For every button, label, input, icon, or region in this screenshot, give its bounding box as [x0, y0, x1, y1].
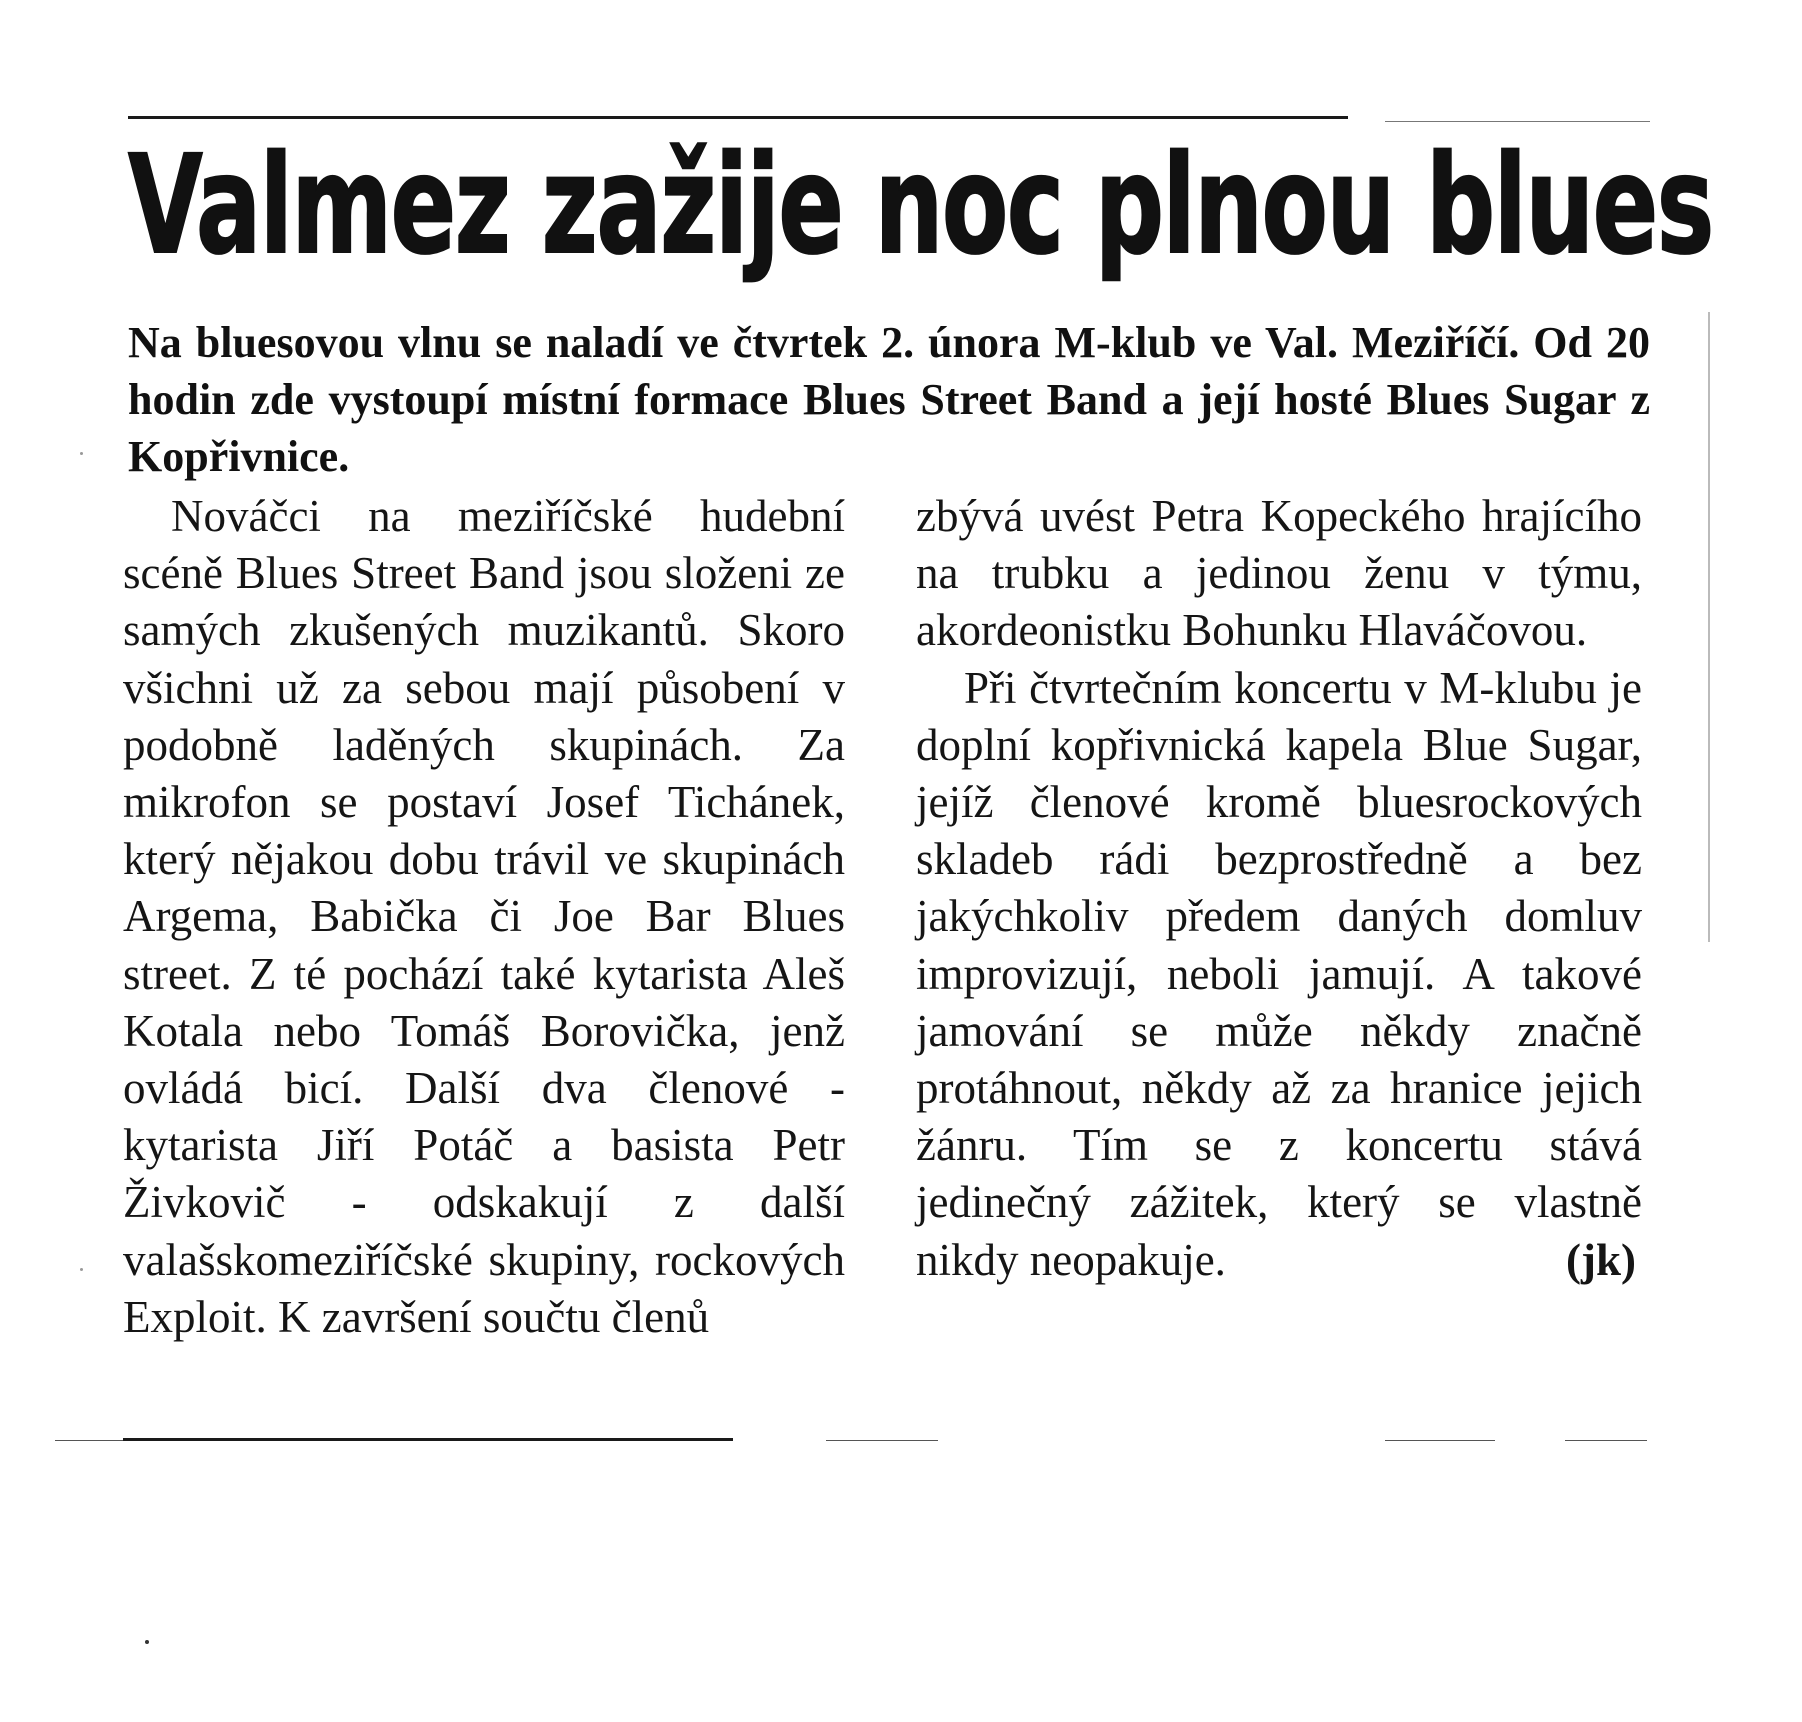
- author-byline: (jk): [1566, 1234, 1636, 1285]
- body-paragraph-2-text: Při čtvrtečním koncertu v M-klubu je doplní kopřivnická kapela Blue Sugar, jejíž členové kromě bluesrockových skladeb rádi bezprostředně a bez jakýchkoliv předem daných domluv improvizují, neboli jamují. A takové jamování se může někdy značně protáhnout, někdy až za hranice jejich žánru. Tím se z koncertu stává jedinečný zážitek, který se vlastně nikdy neopakuje.: [916, 662, 1642, 1285]
- body-column-right: [916, 488, 1642, 1289]
- body-paragraph-1: Nováčci na meziříčské hudební scéně Blues Street Band jsou složeni ze samých zkušených muzikantů. Skoro všichni už za sebou mají působení v podobně laděných skupinách. Za mikrofon se postaví Josef Tichánek, který nějakou dobu trávil ve skupinách Argema, Babička či Joe Bar Blues street. Z té pochází také kytarista Aleš Kotala nebo Tomáš Borovička, jenž ovládá bicí. Další dva členové - kytarista Jiří Potáč a basista Petr Živkovič - odskakují z další valašskomeziříčské skupiny, rockových Exploit. K završení součtu členů: [123, 491, 845, 1342]
- body-paragraph-1-continuation: zbývá uvést Petra Kopeckého hrajícího na trubku a jedinou ženu v týmu, akordeonistku Bohunku Hlaváčovou.: [916, 491, 1642, 656]
- top-rule: [128, 116, 1348, 119]
- body-paragraph-2: [916, 660, 1642, 1289]
- body-column-left: [123, 488, 845, 1346]
- top-rule-right: [1385, 121, 1650, 122]
- bottom-rule-right: [1385, 1440, 1495, 1441]
- bottom-rule-far: [1565, 1440, 1647, 1441]
- scan-speck: [80, 452, 83, 455]
- right-border-rule: [1708, 312, 1710, 942]
- bottom-rule: [123, 1438, 733, 1441]
- scan-speck: [80, 1268, 83, 1271]
- bottom-rule-left: [55, 1440, 123, 1441]
- lead-paragraph: Na bluesovou vlnu se naladí ve čtvrtek 2. února M-klub ve Val. Meziříčí. Od 20 hodin zde vystoupí místní formace Blues Street Band a její hosté Blues Sugar z Kopřivnice.: [128, 318, 1650, 481]
- scan-speck: [145, 1640, 149, 1644]
- bottom-rule-mid: [826, 1440, 938, 1441]
- headline: Valmez zažije noc plnou blues: [128, 127, 1713, 285]
